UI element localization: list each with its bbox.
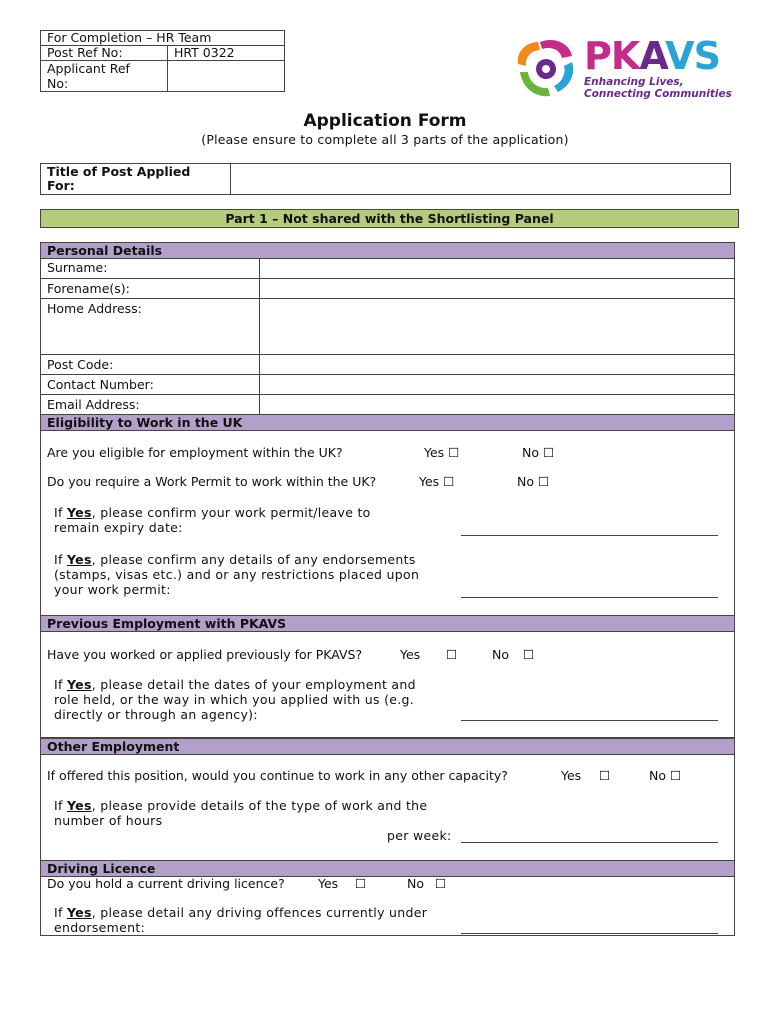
previous-q: Have you worked or applied previously for PKAVS? bbox=[47, 647, 363, 662]
eligibility-q2: Do you require a Work Permit to work within the UK? bbox=[47, 474, 377, 489]
post-ref-value: HRT 0322 bbox=[174, 45, 235, 60]
post-code-label: Post Code: bbox=[47, 357, 114, 372]
previous-details-prompt: If Yes, please detail the dates of your employment and role held, or the way in which you applied with us (e.g. directly or through an agency): bbox=[54, 677, 416, 722]
logo-tagline-1: Enhancing Lives, bbox=[584, 76, 684, 88]
other-employment-section bbox=[40, 755, 735, 861]
home-address-input[interactable] bbox=[260, 299, 734, 354]
other-details-input[interactable] bbox=[461, 842, 718, 843]
driving-offences-prompt: If Yes, please detail any driving offences currently under endorsement: bbox=[54, 905, 428, 935]
other-yes-checkbox[interactable]: ☐ bbox=[599, 768, 611, 783]
contact-number-row bbox=[41, 374, 734, 394]
personal-details-heading: Personal Details bbox=[40, 242, 735, 259]
hr-completion-box bbox=[40, 30, 285, 92]
eligibility-q1-yes[interactable]: Yes ☐ bbox=[424, 445, 460, 460]
surname-row bbox=[41, 258, 734, 278]
driving-yes-checkbox[interactable]: ☐ bbox=[355, 876, 367, 891]
eligibility-section bbox=[40, 431, 735, 616]
pkavs-swirl-icon bbox=[510, 34, 580, 104]
post-title-field bbox=[40, 163, 731, 195]
post-ref-label: Post Ref No: bbox=[47, 45, 123, 60]
other-q: If offered this position, would you continue to work in any other capacity? bbox=[47, 768, 508, 783]
previous-employment-section bbox=[40, 632, 735, 738]
home-address-row bbox=[41, 298, 734, 354]
surname-input[interactable] bbox=[260, 258, 734, 278]
logo-tagline-2: Connecting Communities bbox=[584, 88, 732, 100]
per-week-label: per week: bbox=[387, 828, 452, 843]
previous-details-input[interactable] bbox=[461, 720, 718, 721]
surname-label: Surname: bbox=[47, 260, 108, 275]
page-title: Application Form bbox=[303, 111, 467, 131]
permit-expiry-input[interactable] bbox=[461, 535, 718, 536]
eligibility-q2-yes[interactable]: Yes ☐ bbox=[419, 474, 455, 489]
previous-yes-label: Yes bbox=[400, 647, 421, 662]
logo-wordmark: PKAVS bbox=[584, 34, 720, 78]
other-details-prompt: If Yes, please provide details of the type of work and the number of hours bbox=[54, 798, 428, 828]
part1-banner: Part 1 – Not shared with the Shortlisting Panel bbox=[40, 209, 739, 228]
forename-input[interactable] bbox=[260, 279, 734, 298]
endorsements-input[interactable] bbox=[461, 597, 718, 598]
page-subtitle: (Please ensure to complete all 3 parts of the application) bbox=[201, 132, 569, 147]
contact-number-input[interactable] bbox=[260, 375, 734, 394]
home-address-label: Home Address: bbox=[47, 301, 142, 316]
post-code-input[interactable] bbox=[260, 355, 734, 374]
post-title-input[interactable] bbox=[231, 164, 730, 194]
permit-expiry-prompt: If Yes, please confirm your work permit/leave to remain expiry date: bbox=[54, 505, 371, 535]
post-title-label: Title of Post Applied For: bbox=[47, 164, 191, 193]
previous-yes-checkbox[interactable]: ☐ bbox=[446, 647, 458, 662]
email-row bbox=[41, 394, 734, 415]
applicant-ref-label: Applicant Ref bbox=[47, 61, 130, 76]
hr-heading-row bbox=[41, 31, 284, 46]
eligibility-heading: Eligibility to Work in the UK bbox=[40, 414, 735, 431]
previous-no-checkbox[interactable]: ☐ bbox=[523, 647, 535, 662]
previous-employment-heading: Previous Employment with PKAVS bbox=[40, 615, 735, 632]
forename-row bbox=[41, 278, 734, 298]
pkavs-logo bbox=[510, 34, 732, 104]
personal-details-table bbox=[40, 259, 735, 415]
forename-label: Forename(s): bbox=[47, 281, 130, 296]
email-input[interactable] bbox=[260, 395, 734, 415]
previous-no-label: No bbox=[492, 647, 509, 662]
other-yes-label: Yes bbox=[561, 768, 582, 783]
eligibility-q1: Are you eligible for employment within the UK? bbox=[47, 445, 343, 460]
endorsements-prompt: If Yes, please confirm any details of any endorsements (stamps, visas etc.) and or any restrictions placed upon your work permit: bbox=[54, 552, 420, 597]
post-ref-row bbox=[41, 46, 284, 61]
driving-yes-label: Yes bbox=[318, 876, 339, 891]
hr-heading: For Completion – HR Team bbox=[47, 30, 212, 45]
driving-licence-heading: Driving Licence bbox=[40, 860, 735, 877]
driving-no-label: No bbox=[407, 876, 424, 891]
driving-no-checkbox[interactable]: ☐ bbox=[435, 876, 447, 891]
eligibility-q1-no[interactable]: No ☐ bbox=[522, 445, 555, 460]
eligibility-q2-no[interactable]: No ☐ bbox=[517, 474, 550, 489]
driving-q: Do you hold a current driving licence? bbox=[47, 876, 285, 891]
driving-offences-input[interactable] bbox=[461, 933, 718, 934]
other-no[interactable]: No ☐ bbox=[649, 768, 682, 783]
post-code-row bbox=[41, 354, 734, 374]
applicant-ref-label-2: No: bbox=[47, 76, 69, 91]
contact-number-label: Contact Number: bbox=[47, 377, 154, 392]
email-label: Email Address: bbox=[47, 397, 140, 412]
other-employment-heading: Other Employment bbox=[40, 738, 735, 755]
driving-licence-section bbox=[40, 876, 735, 936]
